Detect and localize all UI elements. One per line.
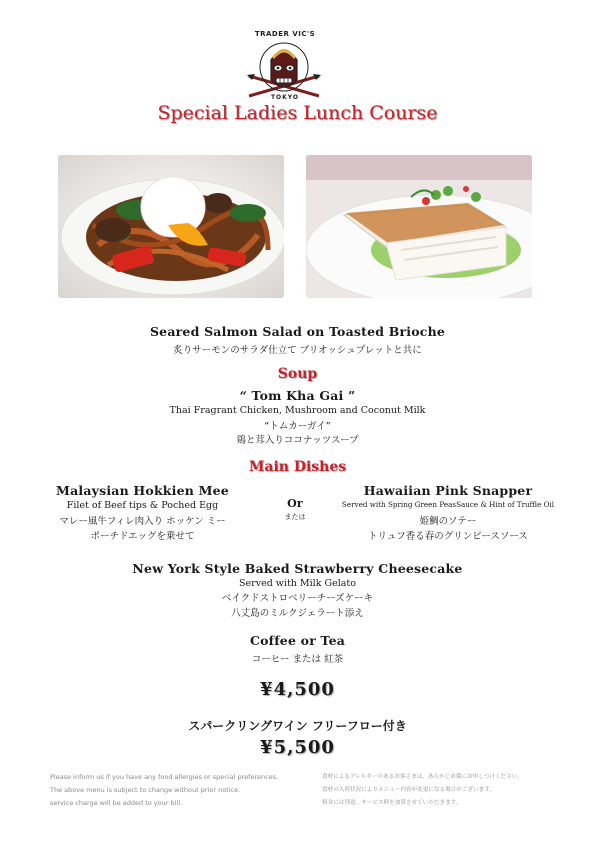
main-right-name: Hawaiian Pink Snapper xyxy=(363,483,533,498)
dessert-name: New York Style Baked Strawberry Cheesecake xyxy=(132,561,463,576)
soup-jp-desc: 鶏と茸入りココナッツスープ xyxy=(236,435,359,446)
main-left-jp1: マレー風牛フィレ肉入り ホッケン ミー xyxy=(59,516,226,527)
footer-en-line: The above menu is subject to change without prior notice. xyxy=(50,786,241,794)
main-right-jp1: 姫鯛のソテー xyxy=(419,516,477,527)
soup-heading: Soup xyxy=(277,366,318,382)
dessert-jp1: ベイクドストロベリーチーズケーキ xyxy=(221,593,374,604)
main-left-name: Malaysian Hokkien Mee xyxy=(56,483,229,498)
main-left-jp2: ポーチドエッグを乗せて xyxy=(90,531,195,542)
footer-jp-line: 食材によるアレルギーのあるお客さまは、あらかじめ係にお申しつけください。 xyxy=(322,774,524,780)
main-right-desc: Served with Spring Green PeasSauce & Hint of Truffle Oil xyxy=(341,500,555,509)
pink-snapper-photo xyxy=(306,155,532,298)
mains-heading: Main Dishes xyxy=(248,459,347,475)
or-en: Or xyxy=(287,497,303,510)
soup-jp-name: “トムカーガイ” xyxy=(264,421,331,432)
price-sparkling: ¥5,500 xyxy=(260,737,335,758)
or-jp: または xyxy=(284,513,306,521)
drink-name: Coffee or Tea xyxy=(249,633,346,648)
page-title: Special Ladies Lunch Course xyxy=(157,102,438,124)
price-standard: ¥4,500 xyxy=(260,679,335,700)
soup-desc: Thai Fragrant Chicken, Mushroom and Coconut Milk xyxy=(169,405,426,416)
soup-name: “ Tom Kha Gai ” xyxy=(239,388,356,403)
dessert-jp2: 八丈島のミルクジェラート添え xyxy=(231,608,364,619)
trader-vics-logo xyxy=(247,30,321,104)
footer-jp-line: 料金には別途、サービス料を加算させていただきます。 xyxy=(322,800,462,806)
logo-bottom-text: TOKYO xyxy=(270,94,300,101)
drink-jp: コーヒー または 紅茶 xyxy=(251,654,344,665)
starter-jp: 炙りサーモンのサラダ仕立て ブリオッシュプレットと共に xyxy=(173,345,422,356)
dessert-desc: Served with Milk Gelato xyxy=(239,578,356,589)
hokkien-mee-photo xyxy=(58,155,284,298)
main-left-desc: Filet of Beef tips & Poched Egg xyxy=(66,500,219,511)
footer-en-line: Please inform us if you have any food allergies or special preferences. xyxy=(50,773,279,781)
footer-japanese xyxy=(322,771,587,810)
main-right-jp2: トリュフ香る春のグリンピースソース xyxy=(368,531,528,542)
sparkling-option: スパークリングワイン フリーフロー付き xyxy=(188,719,407,733)
footer-english xyxy=(50,771,300,810)
footer-en-line: service charge will be added to your bill. xyxy=(50,799,183,807)
footer-jp-line: 食材の入荷状況によりメニュー内容が変更になる場合がございます。 xyxy=(322,787,495,793)
starter-name: Seared Salmon Salad on Toasted Brioche xyxy=(149,324,446,339)
logo-top-text: TRADER VIC'S xyxy=(254,30,316,38)
